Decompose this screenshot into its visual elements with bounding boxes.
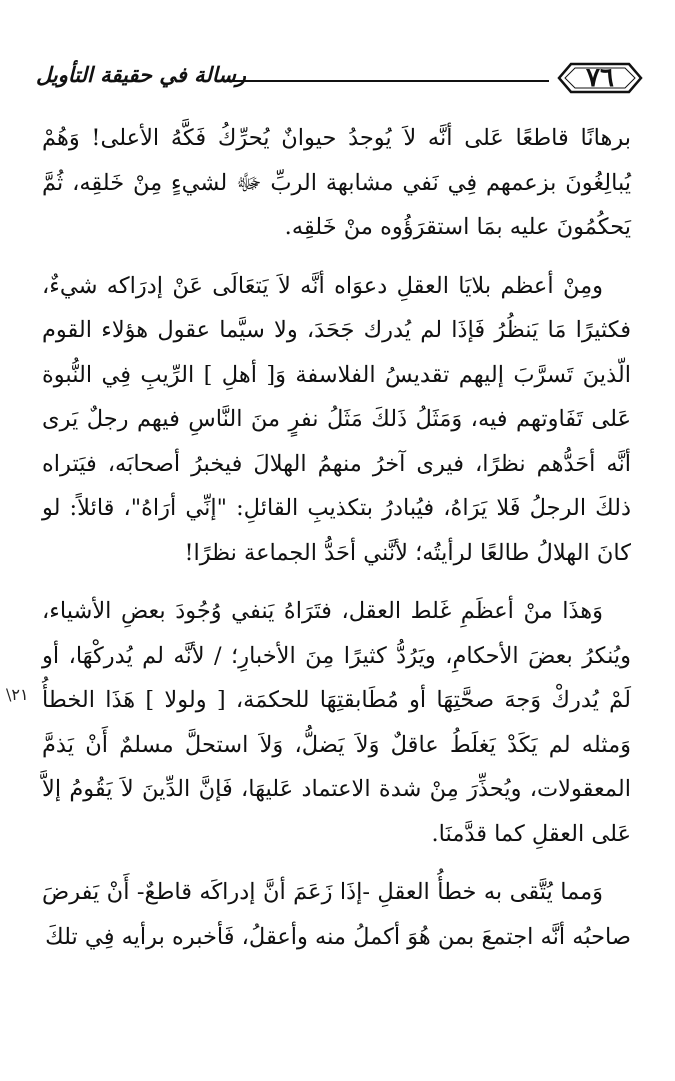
paragraph-1: برهانًا قاطعًا عَلى أنَّه لاَ يُوجدُ حيوانٌ يُحرِّكُ فَكَّهُ الأعلى! وَهُمْ يُبالِغُونَ بزعمهم فِي نَفي مشابهة الربِّ ﷻ لشيءٍ مِنْ خَلقِه، ثُمَّ يَحكُمُونَ عليه بمَا استقرَؤُوه منْ خَلقِه. <box>42 125 631 240</box>
page-header <box>36 54 643 104</box>
margin-page-marker: \٢١ <box>6 685 29 704</box>
header-rule <box>226 80 549 82</box>
paragraph-2: ومِنْ أعظم بلايَا العقلِ دعوَاه أنَّه لاَ يَتعَالَى عَنْ إدرَاكه شيءٌ، فكثيرًا مَا يَنظُرُ فَإذَا لم يُدرك جَحَدَ، ولا سيَّما عقول هؤلاء القوم الّذينَ تَسرَّبَ إليهم تقديسُ الفلاسفة وَ[ أهلِ ] الرِّيبِ فِي النُّبوة عَلى تَفَاوتهم فيه، وَمَثَلُ ذَلكَ مَثَلُ نفرٍ منَ النَّاسِ فيهم رجلٌ يَرى أنَّه أحَدُّهم نظرًا، فيرى آخرُ منهمُ الهلالَ فيخبرُ أصحابَه، فيَتراه ذلكَ الرجلُ فَلا يَرَاهُ، فيُبادرُ بتكذيبِ القائلِ: "إنِّي أرَاهُ"، قائلاً: لو كانَ الهلالُ طالعًا لرأيتُه؛ لأنَّني أحَدُّ الجماعة نظرًا! <box>42 272 631 566</box>
page-number-frame <box>557 60 643 96</box>
paragraph-4: وَمما يُتَّقى به خطأُ العقلِ -إذَا زَعَمَ أنَّ إدراكَه قاطعٌ- أَنْ يَفرضَ صاحبُه أنَّه اجتمعَ بمن هُوَ أكملُ منه وأعقلُ، فَأخبره برأيه فِي تلكَ <box>42 879 631 950</box>
body-text <box>42 116 631 973</box>
running-title: رسالة في حقيقة التأويل <box>36 62 246 87</box>
page-number: ٧٦ <box>586 63 614 93</box>
paragraph-3: وَهذَا منْ أعظَمِ غَلط العقل، فتَرَاهُ يَنفي وُجُودَ بعضِ الأشياء، ويُنكرُ بعضَ الأحكامِ، ويَرُدُّ كثيرًا مِنَ الأخبارِ؛ / لأنَّه لم يُدركْهَا، أو لَمْ يُدركْ وَجهَ صحَّتِهَا أو مُطَابقتِهَا للحكمَة، [ ولولا ] هَذَا الخطأُ وَمثله لم يَكَدْ يَغلَطُ عاقلٌ وَلاَ يَضلُّ، وَلاَ استحلَّ مسلمٌ أَنْ يَذمَّ المعقولات، ويُحذِّرَ مِنْ شدة الاعتماد عَليهَا، فَإنَّ الدِّينَ لاَ يَقُومُ إلاَّ عَلى العقلِ كما قدَّمنَا. <box>42 598 631 847</box>
